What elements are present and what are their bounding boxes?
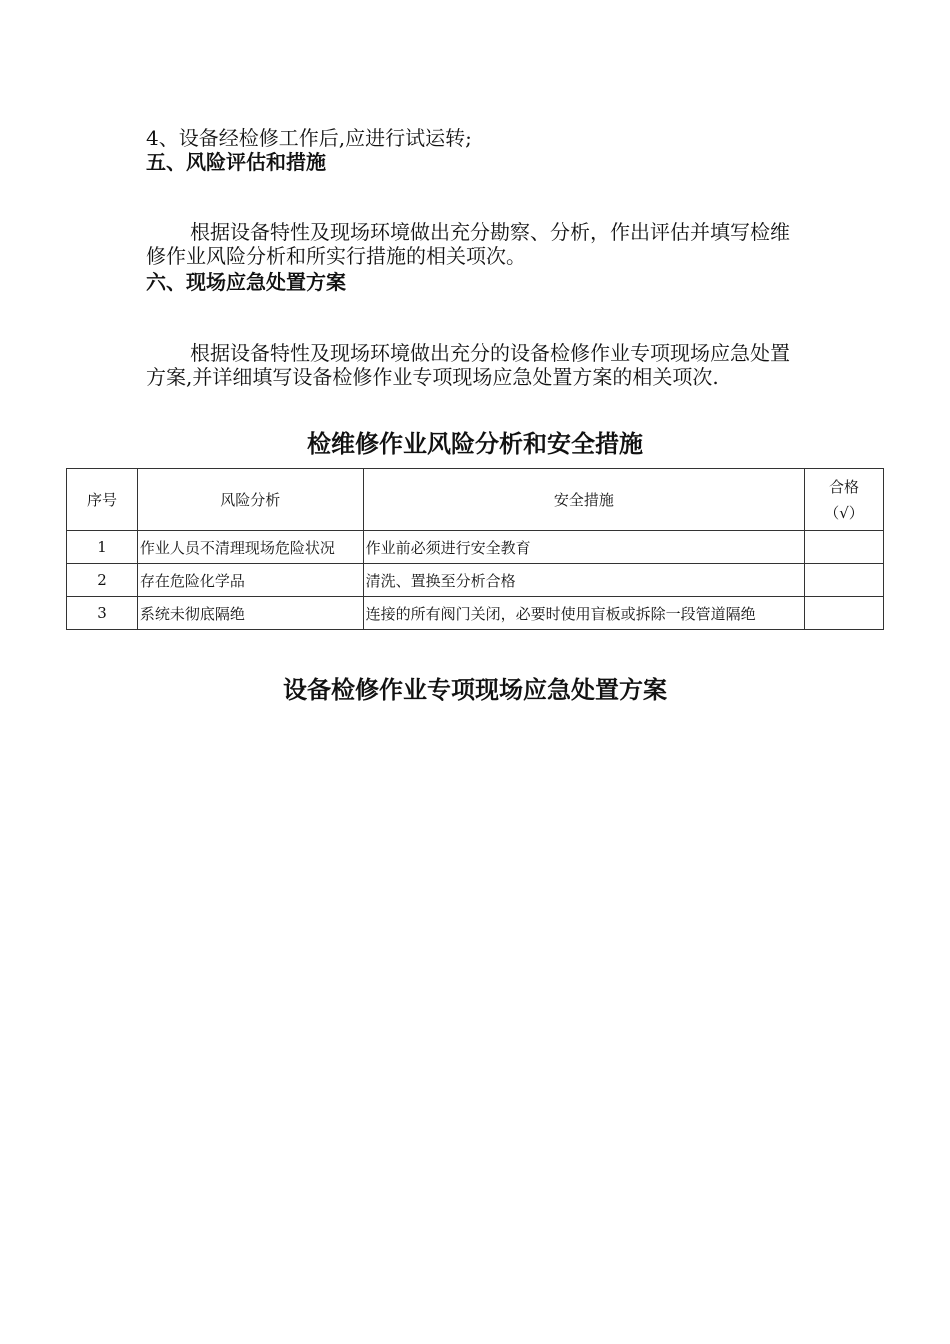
row-measure: 作业前必须进行安全教育 (363, 531, 804, 564)
risk-table-title: 检维修作业风险分析和安全措施 (307, 430, 643, 458)
emergency-plan-title: 设备检修作业专项现场应急处置方案 (283, 676, 667, 704)
header-pass-line2: （√） (824, 503, 864, 522)
table-row (67, 564, 884, 597)
row-measure: 连接的所有阀门关闭，必要时使用盲板或拆除一段管道隔绝 (363, 597, 804, 630)
section-5-heading: 五、风险评估和措施 (146, 150, 326, 174)
header-pass (805, 469, 884, 531)
header-measure: 安全措施 (363, 469, 804, 531)
section-6-heading: 六、现场应急处置方案 (146, 270, 346, 294)
row-seq: 2 (67, 564, 138, 597)
row-seq: 1 (67, 531, 138, 564)
header-pass-line1: 合格 (829, 477, 860, 496)
row-risk: 系统未彻底隔绝 (137, 597, 363, 630)
header-seq: 序号 (67, 469, 138, 531)
row-measure: 清洗、置换至分析合格 (363, 564, 804, 597)
item-4-text: 4、设备经检修工作后,应进行试运转; (146, 126, 472, 150)
table-header-row (67, 469, 884, 531)
row-pass-cell[interactable] (805, 597, 884, 630)
table-row (67, 597, 884, 630)
row-pass-cell[interactable] (805, 564, 884, 597)
section-5-paragraph: 根据设备特性及现场环境做出充分勘察、分析，作出评估并填写检维修作业风险分析和所实行措施的相关项次。 (146, 220, 790, 268)
header-risk: 风险分析 (137, 469, 363, 531)
risk-measures-table (66, 468, 884, 630)
row-risk: 作业人员不清理现场危险状况 (137, 531, 363, 564)
row-seq: 3 (67, 597, 138, 630)
section-6-paragraph: 根据设备特性及现场环境做出充分的设备检修作业专项现场应急处置方案,并详细填写设备检修作业专项现场应急处置方案的相关项次. (146, 341, 790, 389)
row-risk: 存在危险化学品 (137, 564, 363, 597)
row-pass-cell[interactable] (805, 531, 884, 564)
table-row (67, 531, 884, 564)
